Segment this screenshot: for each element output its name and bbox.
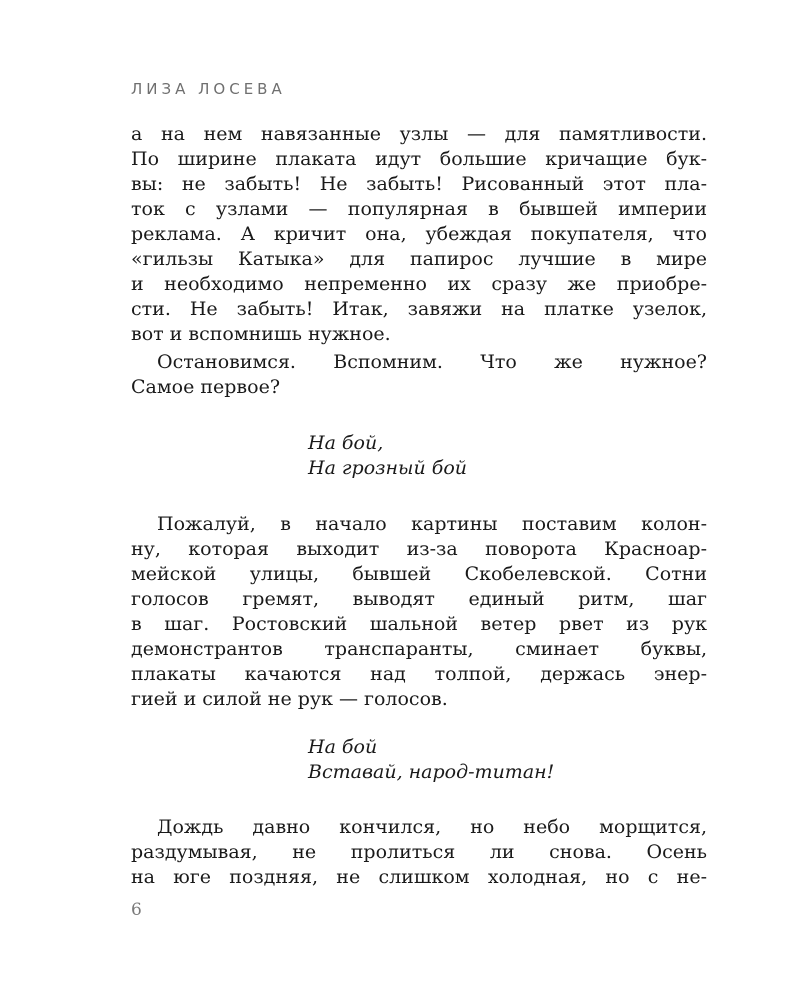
text-line: вы: не забыть! Не забыть! Рисованный этот пла-: [131, 173, 707, 195]
text-line: плакаты качаются над толпой, держась энер-: [131, 663, 707, 685]
text-line: голосов гремят, выводят единый ритм, шаг: [131, 588, 707, 610]
text-line: сти. Не забыть! Итак, завяжи на платке узелок,: [131, 298, 707, 320]
running-header-author: ЛИЗА ЛОСЕВА: [131, 80, 286, 98]
text-line: на юге поздняя, не слишком холодная, но с не-: [131, 866, 707, 888]
text-line: Пожалуй, в начало картины поставим колон-: [157, 513, 707, 535]
text-line: ну, которая выходит из-за поворота Красноар-: [131, 538, 707, 560]
text-line: демонстрантов транспаранты, сминает буквы,: [131, 638, 707, 660]
text-line: и необходимо непременно их сразу же приобре-: [131, 273, 707, 295]
text-line: в шаг. Ростовский шальной ветер рвет из рук: [131, 613, 707, 635]
page-number: 6: [131, 900, 142, 920]
text-line: Дождь давно кончился, но небо морщится,: [157, 816, 707, 838]
poem-line: На бой: [308, 736, 378, 758]
text-line: гией и силой не рук — голосов.: [131, 688, 448, 710]
poem-line: Вставай, народ-титан!: [308, 761, 555, 783]
text-line: вот и вспомнишь нужное.: [131, 323, 391, 345]
text-line: мейской улицы, бывшей Скобелевской. Сотни: [131, 563, 707, 585]
text-line: Самое первое?: [131, 376, 281, 398]
text-line: ток с узлами — популярная в бывшей империи: [131, 198, 707, 220]
text-line: «гильзы Катыка» для папирос лучшие в мире: [131, 248, 707, 270]
poem-line: На грозный бой: [308, 457, 468, 479]
text-line: раздумывая, не пролиться ли снова. Осень: [131, 841, 707, 863]
text-line: а на нем навязанные узлы — для памятливости.: [131, 123, 707, 145]
poem-line: На бой,: [308, 432, 384, 454]
text-line: По ширине плаката идут большие кричащие бук-: [131, 148, 707, 170]
text-line: Остановимся. Вспомним. Что же нужное?: [157, 351, 707, 373]
text-line: реклама. А кричит она, убеждая покупателя, что: [131, 223, 707, 245]
